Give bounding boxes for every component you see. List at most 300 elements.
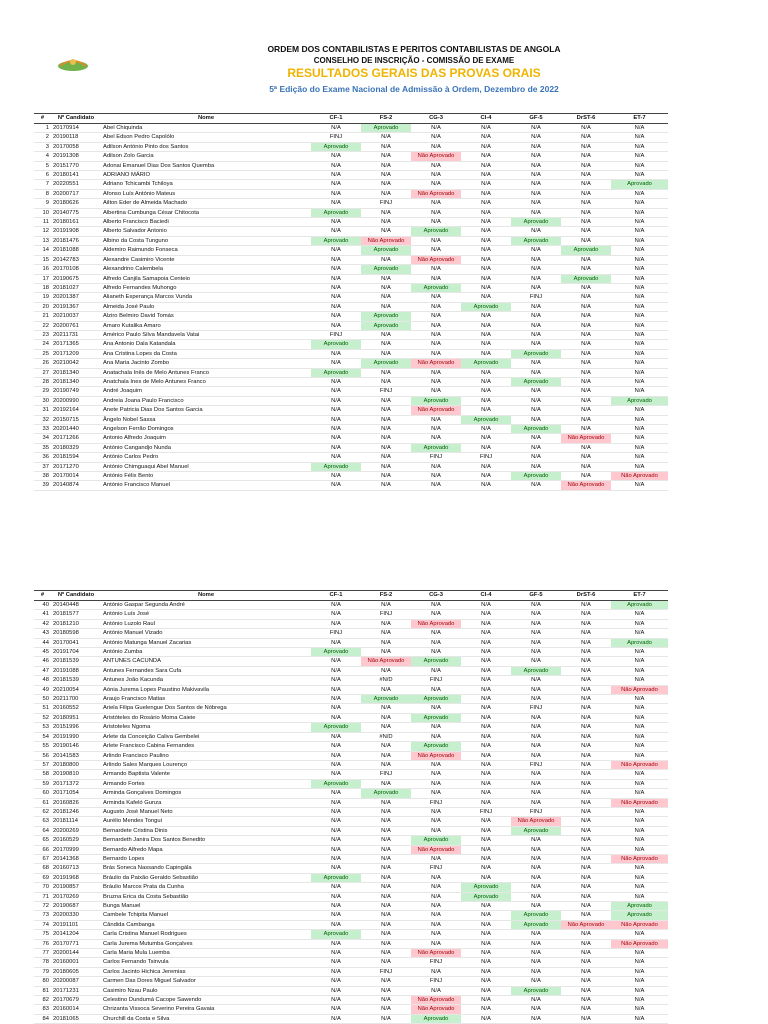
candidate-name: Adriano Tchicambi Tchiloya — [103, 181, 173, 188]
exam-result: N/A — [381, 275, 391, 282]
exam-result: N/A — [481, 1006, 491, 1013]
exam-result: N/A — [381, 143, 391, 150]
exam-result: FINJ — [379, 200, 393, 207]
exam-result: N/A — [634, 620, 645, 627]
candidate-number: 20171365 — [53, 341, 79, 348]
row-index: 83 — [42, 1006, 49, 1013]
exam-result: Aprovado — [611, 911, 668, 920]
org-name: ORDEM DOS CONTABILISTAS E PERITOS CONTABILISTAS DE ANGOLA — [267, 44, 561, 54]
candidate-number: 20180329 — [53, 444, 79, 451]
table-row — [34, 171, 668, 180]
exam-result: N/A — [634, 705, 645, 712]
table-row — [34, 330, 668, 339]
exam-result: N/A — [331, 893, 341, 900]
table-row — [34, 246, 668, 255]
candidate-number: 20210042 — [53, 360, 79, 367]
candidate-name: Bernardeth Janira Dos Santos Benedito — [103, 837, 206, 844]
row-index: 78 — [42, 959, 49, 966]
row-index: 68 — [42, 865, 49, 872]
table-row — [34, 789, 668, 798]
candidate-number: 20191367 — [53, 303, 79, 310]
exam-result: N/A — [431, 771, 441, 778]
exam-result: N/A — [634, 200, 645, 207]
table-row — [34, 481, 668, 490]
candidate-number: 20181088 — [53, 247, 79, 254]
exam-result: N/A — [531, 686, 541, 693]
exam-result: N/A — [431, 435, 441, 442]
exam-result: N/A — [481, 931, 491, 938]
exam-result: N/A — [634, 482, 645, 489]
exam-result: FINJ — [529, 294, 543, 301]
exam-result: N/A — [331, 473, 341, 480]
exam-result: N/A — [331, 172, 341, 179]
exam-result: N/A — [531, 874, 541, 881]
candidate-number: 20170914 — [53, 125, 79, 131]
exam-result: Não Aprovado — [411, 619, 461, 628]
row-index: 48 — [42, 677, 49, 684]
exam-result: Não Aprovado — [511, 817, 561, 826]
candidate-name: Afonso Luís António Mateus — [103, 190, 176, 197]
candidate-name: Angelson Ferrão Domingos — [103, 426, 174, 432]
candidate-number: 20181577 — [53, 611, 79, 618]
exam-result: Aprovado — [411, 742, 461, 751]
candidate-number: 20180141 — [53, 172, 79, 179]
exam-result: Aprovado — [461, 883, 511, 892]
row-index: 71 — [42, 893, 49, 900]
exam-result: Aprovado — [511, 666, 561, 675]
candidate-number: 20160552 — [53, 705, 79, 712]
column-header: Nº Candidato — [51, 591, 101, 601]
candidate-number: 20140448 — [53, 602, 79, 608]
exam-result: N/A — [381, 162, 391, 169]
exam-result: N/A — [431, 733, 441, 740]
exam-result: Aprovado — [611, 396, 668, 405]
exam-result: N/A — [381, 303, 391, 310]
candidate-name: Churchill da Costa e Silva — [103, 1015, 170, 1022]
candidate-name: Abel Edson Pedro Capolólo — [103, 134, 175, 141]
exam-result: N/A — [481, 247, 491, 254]
exam-result: N/A — [331, 827, 341, 834]
candidate-number: 20171054 — [53, 790, 79, 797]
exam-result: N/A — [634, 426, 645, 432]
exam-result: N/A — [531, 658, 541, 665]
exam-result: N/A — [431, 426, 441, 432]
exam-result: Aprovado — [511, 472, 561, 481]
exam-result: N/A — [531, 143, 541, 150]
exam-result: N/A — [481, 426, 491, 432]
exam-result: N/A — [531, 388, 541, 395]
table-row — [34, 685, 668, 694]
exam-result: N/A — [634, 978, 645, 985]
exam-result: Aprovado — [411, 227, 461, 236]
candidate-name: Ângelo Nobel Sassa — [103, 416, 156, 423]
candidate-name: Ana Antonio Dala Katandala — [103, 341, 176, 348]
exam-result: N/A — [381, 874, 391, 881]
candidate-name: Anete Patricia Dias Dos Santos Garcia — [103, 407, 203, 414]
exam-result: N/A — [331, 125, 341, 131]
exam-result: N/A — [431, 855, 441, 862]
exam-result: N/A — [381, 761, 391, 768]
row-index: 8 — [45, 190, 49, 197]
exam-result: N/A — [431, 818, 441, 825]
exam-result: N/A — [481, 921, 491, 928]
exam-result: N/A — [634, 771, 645, 778]
exam-result: N/A — [581, 426, 591, 432]
exam-result: Aprovado — [311, 723, 361, 732]
candidate-name: Armando Fortes — [103, 780, 145, 787]
table-row — [34, 807, 668, 816]
council-name: CONSELHO DE INSCRIÇÃO - COMISSÃO DE EXAME — [313, 56, 515, 65]
exam-result: N/A — [634, 125, 645, 131]
exam-result: N/A — [581, 761, 591, 768]
candidate-name: Armando Baptista Valente — [103, 771, 170, 778]
exam-result: N/A — [531, 855, 541, 862]
exam-result: Aprovado — [561, 274, 611, 283]
table-row — [34, 302, 668, 311]
column-header: Nome — [101, 591, 311, 601]
exam-result: N/A — [531, 1015, 541, 1022]
exam-result: N/A — [531, 696, 541, 703]
exam-result: Não Aprovado — [611, 685, 668, 694]
candidate-name: Adonai Emanuel Dias Dos Santos Quemba — [103, 162, 215, 169]
exam-result: N/A — [531, 799, 541, 806]
exam-result: Não Aprovado — [411, 406, 461, 415]
row-index: 79 — [42, 968, 49, 975]
exam-result: N/A — [581, 350, 591, 357]
exam-result: N/A — [634, 818, 645, 825]
candidate-number: 20200087 — [53, 978, 79, 985]
exam-result: N/A — [481, 200, 491, 207]
exam-result: N/A — [381, 378, 391, 385]
exam-result: N/A — [331, 696, 341, 703]
exam-result: N/A — [431, 322, 441, 329]
candidate-name: Alberto Francisco Baciedi — [103, 219, 169, 226]
candidate-name: Antunes João Kacunda — [103, 677, 163, 684]
exam-result: N/A — [634, 463, 645, 470]
exam-result: N/A — [481, 959, 491, 966]
candidate-name: António Cangandjo Nunda — [103, 444, 172, 451]
exam-result: N/A — [634, 294, 645, 301]
row-index: 82 — [42, 997, 49, 1004]
exam-result: FINJ — [429, 865, 443, 872]
exam-result: N/A — [581, 190, 591, 197]
candidate-number: 20191704 — [53, 649, 79, 656]
exam-result: N/A — [531, 790, 541, 797]
exam-result: Aprovado — [611, 601, 668, 610]
exam-result: FINJ — [429, 799, 443, 806]
exam-result: N/A — [431, 987, 441, 994]
exam-result: N/A — [481, 724, 491, 731]
exam-result: N/A — [634, 1006, 645, 1013]
exam-result: N/A — [481, 397, 491, 404]
exam-result: FINJ — [379, 388, 393, 395]
exam-result: Não Aprovado — [411, 996, 461, 1005]
exam-result: N/A — [634, 435, 645, 442]
row-index: 54 — [42, 733, 49, 740]
exam-result: N/A — [331, 620, 341, 627]
exam-result: N/A — [331, 294, 341, 301]
column-header: CF-1 — [311, 114, 361, 124]
exam-result: N/A — [531, 846, 541, 853]
row-index: 6 — [45, 172, 49, 179]
exam-result: FINJ — [529, 808, 543, 815]
row-index: 72 — [42, 903, 49, 909]
column-header: CI-4 — [461, 114, 511, 124]
exam-result: N/A — [531, 780, 541, 787]
exam-result: N/A — [431, 172, 441, 179]
exam-result: N/A — [581, 303, 591, 310]
exam-result: N/A — [331, 444, 341, 451]
exam-result: Não Aprovado — [411, 152, 461, 161]
exam-result: N/A — [634, 313, 645, 320]
candidate-name: Bruzna Erica da Costa Sebastião — [103, 893, 189, 900]
candidate-number: 20191968 — [53, 874, 79, 881]
exam-result: N/A — [481, 714, 491, 721]
row-index: 31 — [42, 407, 49, 414]
exam-result: FINJ — [429, 454, 443, 461]
exam-result: Aprovado — [311, 873, 361, 882]
exam-result: N/A — [531, 162, 541, 169]
exam-result: Aprovado — [511, 425, 561, 434]
candidate-number: 20151770 — [53, 162, 79, 169]
exam-result: N/A — [481, 219, 491, 226]
row-index: 21 — [42, 313, 49, 320]
exam-result: N/A — [381, 426, 391, 432]
candidate-name: Alianeth Esperança Marcos Vunda — [103, 294, 193, 301]
row-index: 19 — [42, 294, 49, 301]
exam-result: N/A — [331, 416, 341, 423]
exam-result: N/A — [634, 893, 645, 900]
exam-result: Não Aprovado — [611, 920, 668, 929]
exam-result: N/A — [331, 303, 341, 310]
exam-result: Não Aprovado — [561, 481, 611, 490]
table-row — [34, 742, 668, 751]
exam-result: N/A — [431, 331, 441, 338]
table-row — [34, 189, 668, 198]
table-row — [34, 387, 668, 396]
candidate-number: 20181246 — [53, 808, 79, 815]
exam-result: N/A — [331, 181, 341, 188]
exam-result: N/A — [331, 190, 341, 197]
exam-result: N/A — [381, 950, 391, 957]
exam-result: N/A — [331, 350, 341, 357]
exam-result: N/A — [431, 473, 441, 480]
table-row — [34, 854, 668, 863]
column-header: CF-1 — [311, 591, 361, 601]
exam-result: N/A — [481, 294, 491, 301]
exam-result: FINJ — [479, 808, 493, 815]
exam-result: N/A — [431, 200, 441, 207]
exam-result: N/A — [331, 771, 341, 778]
candidate-number: 20201387 — [53, 294, 79, 301]
table-row — [34, 274, 668, 283]
table-row — [34, 349, 668, 358]
candidate-number: 20170771 — [53, 940, 79, 947]
exam-result: N/A — [581, 200, 591, 207]
exam-result: N/A — [331, 808, 341, 815]
row-index: 11 — [42, 219, 49, 226]
exam-result: N/A — [381, 331, 391, 338]
exam-result: N/A — [634, 407, 645, 414]
candidate-name: Bernardo Lopes — [103, 855, 145, 862]
row-index: 34 — [42, 435, 49, 442]
row-index: 62 — [42, 808, 49, 815]
exam-result: N/A — [581, 846, 591, 853]
exam-result: Aprovado — [311, 930, 361, 939]
exam-result: N/A — [581, 172, 591, 179]
exam-result: N/A — [431, 313, 441, 320]
row-index: 81 — [42, 987, 49, 994]
exam-result: N/A — [431, 921, 441, 928]
row-index: 59 — [42, 780, 49, 787]
exam-result: N/A — [381, 435, 391, 442]
candidate-number: 20200330 — [53, 912, 79, 919]
candidate-number: 20140775 — [53, 209, 79, 216]
exam-result: N/A — [634, 724, 645, 731]
row-index: 43 — [42, 630, 49, 637]
row-index: 64 — [42, 827, 49, 834]
exam-result: N/A — [581, 837, 591, 844]
table-row — [34, 359, 668, 368]
exam-result: N/A — [431, 808, 441, 815]
column-header: DrST-6 — [561, 591, 611, 601]
exam-result: N/A — [481, 686, 491, 693]
exam-result: N/A — [331, 912, 341, 919]
exam-result: N/A — [531, 181, 541, 188]
table-row — [34, 425, 668, 434]
exam-result: N/A — [481, 284, 491, 291]
candidate-number: 20190810 — [53, 771, 79, 778]
exam-result: N/A — [634, 959, 645, 966]
table-row — [34, 199, 668, 208]
table-row — [34, 676, 668, 685]
exam-result: N/A — [381, 341, 391, 348]
exam-result: N/A — [481, 172, 491, 179]
exam-result: N/A — [481, 696, 491, 703]
exam-result: N/A — [431, 602, 441, 608]
candidate-number: 20200269 — [53, 827, 79, 834]
table-row — [34, 666, 668, 675]
exam-result: N/A — [634, 743, 645, 750]
exam-result: N/A — [531, 611, 541, 618]
exam-result: N/A — [581, 134, 591, 141]
exam-result: N/A — [531, 275, 541, 282]
exam-result: N/A — [634, 667, 645, 674]
exam-result: N/A — [331, 247, 341, 254]
exam-result: N/A — [531, 865, 541, 872]
exam-result: N/A — [531, 341, 541, 348]
exam-result: N/A — [481, 407, 491, 414]
exam-result: N/A — [581, 611, 591, 618]
exam-result: N/A — [634, 143, 645, 150]
exam-result: N/A — [581, 322, 591, 329]
exam-result: N/A — [581, 714, 591, 721]
results-table-1 — [34, 113, 668, 491]
exam-result: N/A — [634, 997, 645, 1004]
exam-result: N/A — [481, 658, 491, 665]
exam-result: N/A — [331, 705, 341, 712]
table-row — [34, 648, 668, 657]
table-row — [34, 873, 668, 882]
exam-result: N/A — [581, 733, 591, 740]
exam-result: Não Aprovado — [411, 949, 461, 958]
candidate-name: Alziro Belmiro David Tomás — [103, 313, 174, 320]
exam-result: N/A — [481, 865, 491, 872]
exam-result: N/A — [481, 743, 491, 750]
candidate-name: Ana Cristina Lopes da Costa — [103, 350, 177, 357]
exam-result: #N/D — [379, 677, 393, 684]
exam-result: N/A — [634, 780, 645, 787]
exam-result: N/A — [381, 846, 391, 853]
exam-result: N/A — [581, 1015, 591, 1022]
exam-result: Aprovado — [611, 638, 668, 647]
exam-result: N/A — [581, 313, 591, 320]
table-row — [34, 939, 668, 948]
exam-result: N/A — [431, 378, 441, 385]
candidate-name: Adilson Zolo Garcia — [103, 153, 154, 160]
row-index: 3 — [45, 143, 49, 150]
candidate-name: Carla Maria Mula Luemba — [103, 950, 170, 957]
exam-result: N/A — [634, 190, 645, 197]
table-row — [34, 453, 668, 462]
exam-result: N/A — [531, 771, 541, 778]
candidate-name: Cândida Cambanga — [103, 921, 155, 928]
candidate-number: 20170014 — [53, 473, 79, 480]
exam-result: N/A — [581, 855, 591, 862]
exam-result: N/A — [481, 341, 491, 348]
candidate-number: 20181114 — [53, 818, 78, 825]
candidate-name: Aldemiro Raimundo Fonseca — [103, 247, 178, 254]
exam-result: N/A — [381, 808, 391, 815]
candidate-name: Arlete Francisco Cabina Fernandes — [103, 743, 195, 750]
row-index: 1 — [45, 125, 49, 131]
exam-result: Aprovado — [311, 368, 361, 377]
exam-result: N/A — [581, 950, 591, 957]
exam-result: N/A — [634, 284, 645, 291]
exam-result: N/A — [481, 978, 491, 985]
exam-result: N/A — [431, 416, 441, 423]
exam-result: N/A — [381, 153, 391, 160]
table-row — [34, 1005, 668, 1014]
exam-result: N/A — [634, 611, 645, 618]
exam-result: N/A — [431, 761, 441, 768]
exam-result: N/A — [531, 837, 541, 844]
exam-result: N/A — [431, 266, 441, 273]
exam-result: Aprovado — [361, 321, 411, 330]
row-index: 30 — [42, 397, 49, 404]
column-header: # — [34, 591, 51, 601]
exam-result: N/A — [331, 378, 341, 385]
table-row — [34, 911, 668, 920]
exam-result: N/A — [431, 780, 441, 787]
exam-result: N/A — [381, 959, 391, 966]
candidate-name: Celestino Dundumá Cacope Sawendo — [103, 997, 202, 1004]
table-row — [34, 770, 668, 779]
row-index: 36 — [42, 454, 49, 461]
exam-result: Não Aprovado — [361, 657, 411, 666]
candidate-name: Augusto José Manuel Neto — [103, 808, 173, 815]
candidate-number: 20191088 — [53, 667, 79, 674]
candidate-name: Bráulio Marcos Prata da Cunha — [103, 884, 184, 891]
exam-result: N/A — [481, 435, 491, 442]
exam-result: N/A — [581, 752, 591, 759]
table-row — [34, 920, 668, 929]
candidate-number: 20180800 — [53, 761, 79, 768]
exam-result: Aprovado — [411, 1014, 461, 1023]
column-header: GF-5 — [511, 591, 561, 601]
row-index: 41 — [42, 611, 49, 618]
candidate-number: 20210037 — [53, 313, 79, 320]
